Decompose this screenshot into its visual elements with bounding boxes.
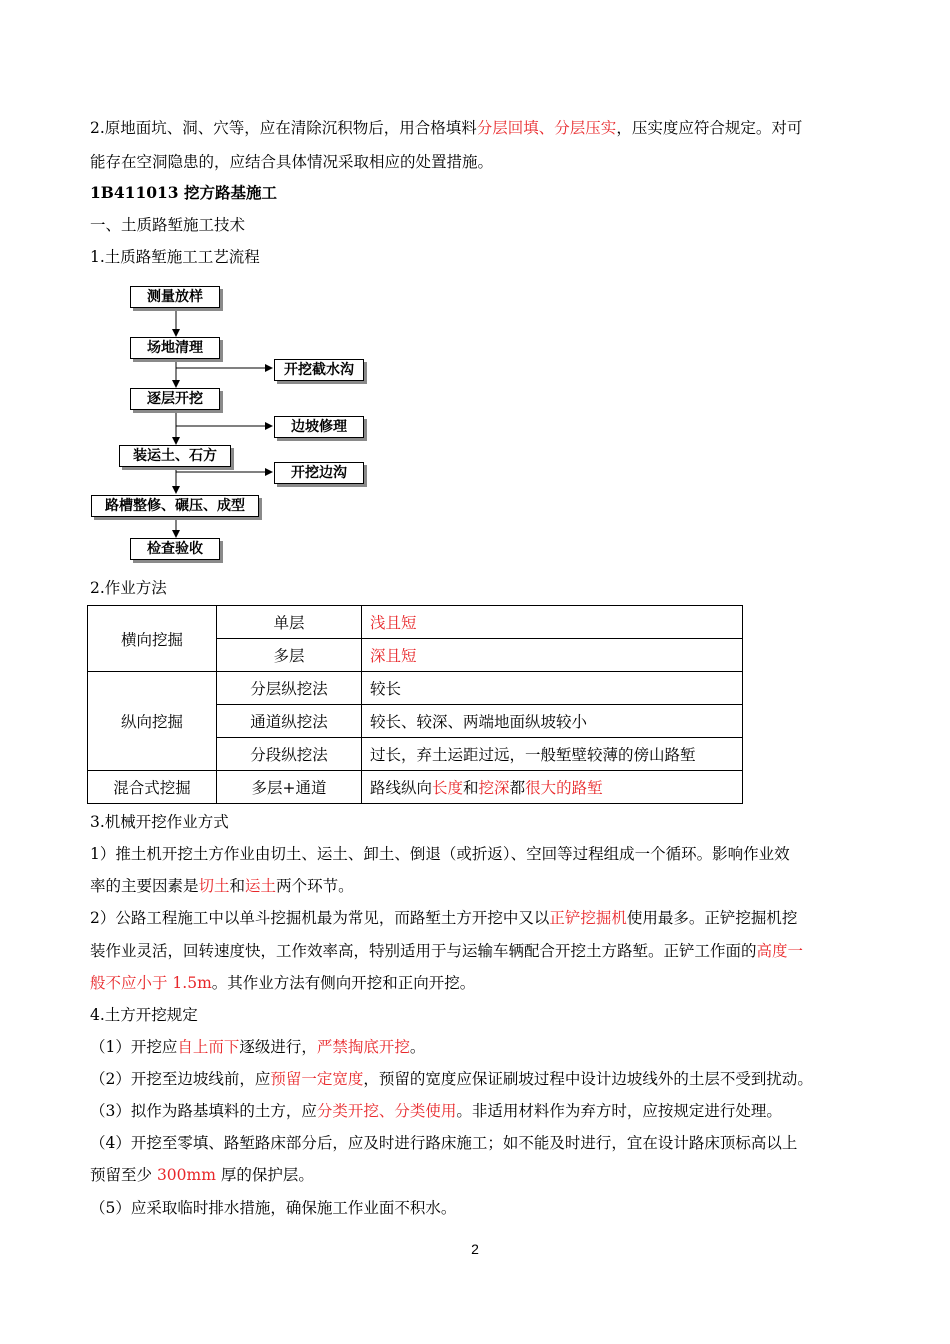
rule-5: （5）应采取临时排水措施，确保施工作业面不积水。 xyxy=(90,1199,457,1217)
flow-step-excavate-layers: 逐层开挖 xyxy=(130,388,220,410)
table-desc-cell: 过长，弃土运距过远，一般堑壁较薄的傍山路堑 xyxy=(362,738,743,771)
flow-side-side-ditch: 开挖边沟 xyxy=(274,462,364,484)
rule-4-line-2: 预留至少 300mm 厚的保护层。 xyxy=(90,1166,314,1184)
flow-step-trim-compact: 路槽整修、碾压、成型 xyxy=(91,495,259,517)
item-2-heading: 2.作业方法 xyxy=(90,579,167,597)
rule-3: （3）拟作为路基填料的土方，应分类开挖、分类使用。非适用材料作为弃方时，应按规定进行处理。 xyxy=(90,1102,782,1120)
item-3-1-line-1: 1）推土机开挖土方作业由切土、运土、卸土、倒退（或折返）、空回等过程组成一个循环。影响作业效 xyxy=(90,845,790,863)
flow-side-intercept-ditch: 开挖截水沟 xyxy=(274,359,364,381)
table-group-cell: 横向挖掘 xyxy=(88,606,217,672)
table-row xyxy=(88,672,743,705)
item-3-2-line-1: 2）公路工程施工中以单斗挖掘机最为常见，而路堑土方开挖中又以正铲挖掘机使用最多。正铲挖掘机挖 xyxy=(90,909,798,927)
rule-4-line-1: （4）开挖至零填、路堑路床部分后，应及时进行路床施工；如不能及时进行，宜在设计路床顶标高以上 xyxy=(90,1134,798,1152)
table-method-cell: 分层纵挖法 xyxy=(217,672,362,705)
item-3-1-line-2: 率的主要因素是切土和运土两个环节。 xyxy=(90,877,354,895)
table-method-cell: 通道纵挖法 xyxy=(217,705,362,738)
item-3-heading: 3.机械开挖作业方式 xyxy=(90,813,229,831)
table-row xyxy=(88,771,743,804)
flow-step-survey: 测量放样 xyxy=(130,286,220,308)
excavation-methods-table xyxy=(87,605,743,804)
table-desc-cell: 较长、较深、两端地面纵坡较小 xyxy=(362,705,743,738)
table-method-cell: 多层+通道 xyxy=(217,771,362,804)
subsection-heading: 一、土质路堑施工技术 xyxy=(90,216,246,234)
para-2-line-1: 2.原地面坑、洞、穴等，应在清除沉积物后，用合格填料分层回填、分层压实，压实度应符合规定。对可 xyxy=(90,119,803,137)
flow-side-slope-trim: 边坡修理 xyxy=(274,416,364,438)
page-number: 2 xyxy=(471,1241,479,1257)
table-row xyxy=(88,606,743,639)
para-2-line-2: 能存在空洞隐患的，应结合具体情况采取相应的处置措施。 xyxy=(90,153,494,171)
item-1-heading: 1.土质路堑施工工艺流程 xyxy=(90,248,260,266)
flow-step-load-transport: 装运土、石方 xyxy=(119,445,231,467)
branch-3 xyxy=(176,472,272,481)
flow-step-inspect: 检查验收 xyxy=(130,538,220,560)
rule-2: （2）开挖至边坡线前，应预留一定宽度，预留的宽度应保证刷坡过程中设计边坡线外的土层不受到扰动。 xyxy=(90,1070,813,1088)
flow-step-clear-site: 场地清理 xyxy=(130,337,220,359)
table-desc-cell: 较长 xyxy=(362,672,743,705)
rule-1: （1）开挖应自上而下逐级进行，严禁掏底开挖。 xyxy=(90,1038,426,1056)
table-desc-cell: 深且短 xyxy=(362,639,743,672)
table-method-cell: 分段纵挖法 xyxy=(217,738,362,771)
table-method-cell: 单层 xyxy=(217,606,362,639)
section-title: 1B411013 挖方路基施工 xyxy=(90,183,277,202)
table-method-cell: 多层 xyxy=(217,639,362,672)
item-3-2-line-2: 装作业灵活，回转速度快，工作效率高，特别适用于与运输车辆配合开挖土方路堑。正铲工作面的高度一 xyxy=(90,942,804,960)
table-desc-cell: 路线纵向长度和挖深都很大的路堑 xyxy=(362,771,743,804)
table-desc-cell: 浅且短 xyxy=(362,606,743,639)
item-4-heading: 4.土方开挖规定 xyxy=(90,1006,198,1024)
table-group-cell: 混合式挖掘 xyxy=(88,771,217,804)
item-3-2-line-3: 般不应小于 1.5m。其作业方法有侧向开挖和正向开挖。 xyxy=(90,974,476,992)
table-group-cell: 纵向挖掘 xyxy=(88,672,217,771)
